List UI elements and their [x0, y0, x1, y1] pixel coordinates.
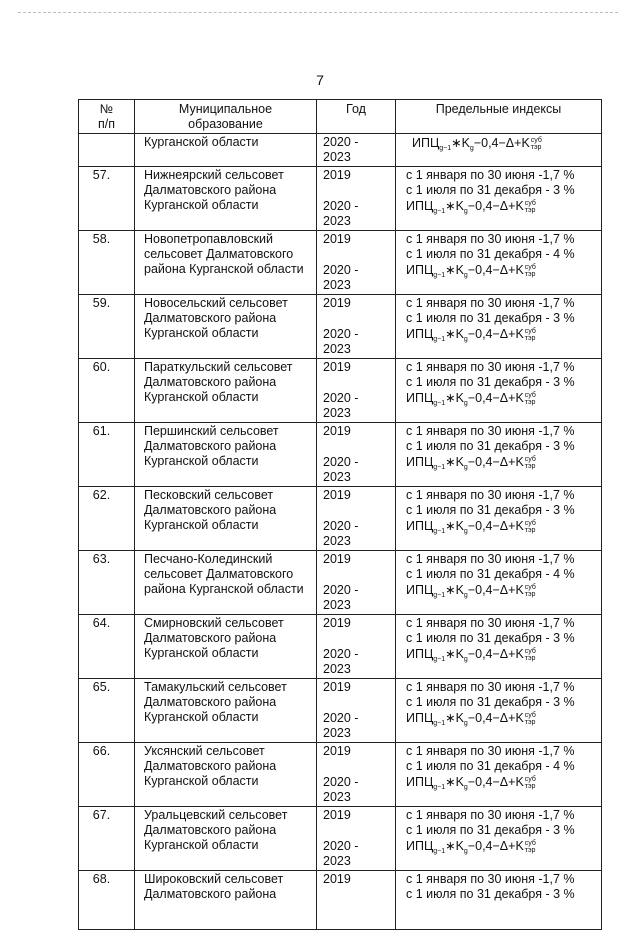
formula-k-indices [525, 328, 536, 342]
year-value: 2020 - 2023 [323, 519, 359, 548]
header-num: № п/п [79, 100, 135, 134]
municipality-line: Широковский сельсовет [144, 872, 284, 886]
index-formula [406, 647, 597, 667]
index-period: с 1 июля по 31 декабря - 3 % [406, 823, 575, 837]
index-period: с 1 июля по 31 декабря - 3 % [406, 183, 575, 197]
year-value: 2019 [323, 744, 351, 758]
municipality-line: Курганской области [144, 135, 259, 149]
formula-mult: ∗K [445, 199, 464, 213]
index-period: с 1 июля по 31 декабря - 4 % [406, 247, 575, 261]
formula-k-indices [531, 137, 542, 151]
index-period: с 1 июля по 31 декабря - 3 % [406, 375, 575, 389]
cell-municipality [135, 679, 317, 743]
year-value: 2019 [323, 872, 351, 886]
table-row [79, 807, 602, 871]
municipality-line: Курганской области [144, 646, 259, 660]
formula-base-sub: g−1 [433, 464, 446, 471]
formula-k-sup: суб [524, 840, 536, 847]
cell-municipality [135, 359, 317, 423]
municipality-line: Курганской области [144, 518, 259, 532]
table-row [79, 359, 602, 423]
cell-year [317, 134, 396, 167]
index-formula [406, 583, 597, 603]
index-period: с 1 июля по 31 декабря - 3 % [406, 439, 575, 453]
cell-num: 63. [79, 551, 135, 615]
cell-year [317, 231, 396, 295]
index-period: с 1 июля по 31 декабря - 3 % [406, 887, 575, 901]
year-value: 2019 [323, 360, 351, 374]
cell-num: 67. [79, 807, 135, 871]
index-formula [406, 839, 597, 859]
cell-municipality [135, 743, 317, 807]
formula-k-sub: тэр [524, 335, 536, 342]
formula-k-sub: тэр [524, 271, 536, 278]
cell-municipality [135, 231, 317, 295]
year-value: 2020 - 2023 [323, 455, 359, 484]
index-period: с 1 января по 30 июня -1,7 % [406, 872, 575, 886]
formula-k-indices [525, 712, 536, 726]
formula-k-sub: тэр [524, 783, 536, 790]
scan-top-edge [18, 12, 618, 13]
formula-k-sub: тэр [524, 399, 536, 406]
year-value: 2020 - 2023 [323, 199, 359, 228]
municipality-line: Новопетропавловский [144, 232, 274, 246]
formula-k-sup: суб [524, 200, 536, 207]
municipality-line: Тамакульский сельсовет [144, 680, 287, 694]
cell-year [317, 871, 396, 930]
formula-base-sub: g−1 [433, 272, 446, 279]
formula-tail: −0,4−Δ+K [467, 263, 524, 277]
price-index-table [78, 99, 602, 930]
formula-base: ИПЦ [406, 263, 434, 277]
index-period: с 1 июля по 31 декабря - 3 % [406, 311, 575, 325]
formula-mult: ∗K [445, 775, 464, 789]
cell-year [317, 359, 396, 423]
municipality-line: Курганской области [144, 710, 259, 724]
year-value: 2020 - 2023 [323, 711, 359, 740]
formula-base: ИПЦ [406, 775, 434, 789]
index-formula [406, 391, 597, 411]
cell-year [317, 487, 396, 551]
cell-num: 68. [79, 871, 135, 930]
municipality-line: Далматовского района [144, 695, 277, 709]
table-row [79, 615, 602, 679]
formula-mult: ∗K [445, 263, 464, 277]
cell-num: 59. [79, 295, 135, 359]
formula-base: ИПЦ [406, 327, 434, 341]
municipality-line: Песчано-Колединский [144, 552, 273, 566]
formula-k-indices [525, 456, 536, 470]
formula-mult: ∗K [445, 519, 464, 533]
municipality-line: Курганской области [144, 326, 259, 340]
cell-year [317, 615, 396, 679]
formula-k-indices [525, 392, 536, 406]
formula-tail: −0,4−Δ+K [467, 455, 524, 469]
table-row [79, 679, 602, 743]
index-period: с 1 июля по 31 декабря - 3 % [406, 503, 575, 517]
formula-base-sub: g−1 [433, 336, 446, 343]
formula-mult: ∗K [445, 583, 464, 597]
page-number: 7 [316, 72, 324, 88]
formula-mult: ∗K [445, 711, 464, 725]
index-formula [406, 711, 597, 731]
formula-k-sup: суб [530, 137, 542, 144]
index-period: с 1 января по 30 июня -1,7 % [406, 168, 575, 182]
cell-municipality [135, 487, 317, 551]
formula-mult: ∗K [445, 647, 464, 661]
cell-num: 58. [79, 231, 135, 295]
municipality-line: сельсовет Далматовского [144, 567, 294, 581]
municipality-line: Першинский сельсовет [144, 424, 279, 438]
year-value: 2020 - 2023 [323, 583, 359, 612]
cell-indices [396, 871, 602, 930]
municipality-line: Далматовского района [144, 375, 277, 389]
formula-k-sub: тэр [524, 527, 536, 534]
index-formula [406, 136, 597, 156]
year-value: 2019 [323, 616, 351, 630]
formula-k-indices [525, 520, 536, 534]
formula-k-sup: суб [524, 712, 536, 719]
table-row [79, 487, 602, 551]
cell-indices [396, 359, 602, 423]
cell-municipality [135, 295, 317, 359]
cell-municipality [135, 615, 317, 679]
index-formula [406, 263, 597, 283]
year-value: 2019 [323, 424, 351, 438]
year-value: 2019 [323, 488, 351, 502]
formula-base-sub: g−1 [439, 145, 452, 152]
year-value: 2019 [323, 232, 351, 246]
formula-tail: −0,4−Δ+K [467, 519, 524, 533]
formula-tail: −0,4−Δ+K [467, 583, 524, 597]
municipality-line: района Курганской области [144, 262, 304, 276]
cell-municipality [135, 167, 317, 231]
municipality-line: Далматовского района [144, 759, 277, 773]
index-period: с 1 января по 30 июня -1,7 % [406, 488, 575, 502]
formula-base: ИПЦ [406, 647, 434, 661]
index-period: с 1 января по 30 июня -1,7 % [406, 680, 575, 694]
municipality-line: Далматовского района [144, 183, 277, 197]
index-period: с 1 января по 30 июня -1,7 % [406, 808, 575, 822]
cell-num [79, 134, 135, 167]
formula-mult-sub: g [463, 528, 468, 535]
formula-mult-sub: g [463, 336, 468, 343]
header-year: Год [317, 100, 396, 134]
formula-k-indices [525, 776, 536, 790]
year-value: 2020 - 2023 [323, 775, 359, 804]
municipality-line: Курганской области [144, 774, 259, 788]
table-body [79, 134, 602, 930]
cell-municipality [135, 807, 317, 871]
formula-k-sup: суб [524, 328, 536, 335]
formula-tail: −0,4−Δ+K [473, 136, 530, 150]
year-value: 2019 [323, 808, 351, 822]
cell-num: 60. [79, 359, 135, 423]
formula-mult-sub: g [463, 208, 468, 215]
formula-k-sup: суб [524, 648, 536, 655]
formula-base-sub: g−1 [433, 656, 446, 663]
year-value: 2019 [323, 168, 351, 182]
municipality-line: сельсовет Далматовского [144, 247, 294, 261]
formula-base: ИПЦ [406, 583, 434, 597]
municipality-line: Параткульский сельсовет [144, 360, 293, 374]
year-value: 2020 - 2023 [323, 327, 359, 356]
formula-k-indices [525, 264, 536, 278]
formula-mult-sub: g [469, 145, 474, 152]
cell-indices [396, 231, 602, 295]
formula-mult-sub: g [463, 464, 468, 471]
formula-mult: ∗K [445, 455, 464, 469]
year-value: 2020 - 2023 [323, 647, 359, 676]
index-period: с 1 января по 30 июня -1,7 % [406, 232, 575, 246]
formula-k-sub: тэр [524, 719, 536, 726]
cell-year [317, 423, 396, 487]
table-row [79, 551, 602, 615]
formula-base-sub: g−1 [433, 528, 446, 535]
formula-tail: −0,4−Δ+K [467, 327, 524, 341]
index-period: с 1 января по 30 июня -1,7 % [406, 424, 575, 438]
cell-year [317, 295, 396, 359]
formula-k-sub: тэр [530, 144, 542, 151]
cell-municipality [135, 871, 317, 930]
index-formula [406, 775, 597, 795]
formula-k-sup: суб [524, 584, 536, 591]
municipality-line: Курганской области [144, 198, 259, 212]
formula-tail: −0,4−Δ+K [467, 199, 524, 213]
table-row [79, 295, 602, 359]
index-period: с 1 июля по 31 декабря - 4 % [406, 759, 575, 773]
formula-base-sub: g−1 [433, 208, 446, 215]
formula-tail: −0,4−Δ+K [467, 391, 524, 405]
cell-indices [396, 295, 602, 359]
cell-num: 65. [79, 679, 135, 743]
year-value: 2020 - 2023 [323, 391, 359, 420]
cell-num: 66. [79, 743, 135, 807]
table-row [79, 423, 602, 487]
index-period: с 1 июля по 31 декабря - 4 % [406, 567, 575, 581]
formula-k-sub: тэр [524, 463, 536, 470]
cell-indices [396, 551, 602, 615]
formula-k-sub: тэр [524, 591, 536, 598]
index-period: с 1 января по 30 июня -1,7 % [406, 296, 575, 310]
formula-k-sup: суб [524, 520, 536, 527]
index-formula [406, 519, 597, 539]
index-period: с 1 января по 30 июня -1,7 % [406, 616, 575, 630]
formula-k-indices [525, 584, 536, 598]
formula-base: ИПЦ [406, 455, 434, 469]
year-value: 2020 - 2023 [323, 263, 359, 292]
formula-mult-sub: g [463, 272, 468, 279]
formula-k-indices [525, 648, 536, 662]
formula-mult-sub: g [463, 400, 468, 407]
index-formula [406, 455, 597, 475]
index-period: с 1 января по 30 июня -1,7 % [406, 744, 575, 758]
table-row [79, 871, 602, 930]
formula-mult: ∗K [451, 136, 470, 150]
formula-base-sub: g−1 [433, 784, 446, 791]
index-formula [406, 327, 597, 347]
formula-tail: −0,4−Δ+K [467, 839, 524, 853]
cell-indices [396, 167, 602, 231]
municipality-line: Уксянский сельсовет [144, 744, 265, 758]
year-value: 2020 - 2023 [323, 839, 359, 868]
municipality-line: Далматовского района [144, 887, 277, 901]
formula-mult: ∗K [445, 391, 464, 405]
table-row [79, 134, 602, 167]
formula-mult-sub: g [463, 720, 468, 727]
municipality-line: Курганской области [144, 838, 259, 852]
formula-base-sub: g−1 [433, 848, 446, 855]
header-row [79, 100, 602, 134]
formula-mult-sub: g [463, 656, 468, 663]
cell-indices [396, 423, 602, 487]
index-period: с 1 января по 30 июня -1,7 % [406, 360, 575, 374]
formula-mult-sub: g [463, 848, 468, 855]
formula-base: ИПЦ [406, 711, 434, 725]
formula-tail: −0,4−Δ+K [467, 775, 524, 789]
cell-year [317, 551, 396, 615]
municipality-line: Далматовского района [144, 631, 277, 645]
formula-k-sup: суб [524, 392, 536, 399]
formula-k-indices [525, 200, 536, 214]
formula-base: ИПЦ [406, 199, 434, 213]
cell-indices [396, 807, 602, 871]
cell-indices [396, 134, 602, 167]
municipality-line: Далматовского района [144, 311, 277, 325]
cell-municipality [135, 134, 317, 167]
municipality-line: Песковский сельсовет [144, 488, 274, 502]
cell-num: 57. [79, 167, 135, 231]
municipality-line: Далматовского района [144, 503, 277, 517]
cell-indices [396, 679, 602, 743]
formula-base: ИПЦ [406, 839, 434, 853]
table-header [79, 100, 602, 134]
cell-year [317, 167, 396, 231]
cell-municipality [135, 423, 317, 487]
formula-mult-sub: g [463, 784, 468, 791]
cell-year [317, 743, 396, 807]
table-row [79, 167, 602, 231]
table-row [79, 743, 602, 807]
formula-mult: ∗K [445, 327, 464, 341]
cell-year [317, 679, 396, 743]
formula-base: ИПЦ [406, 519, 434, 533]
cell-num: 62. [79, 487, 135, 551]
cell-indices [396, 743, 602, 807]
cell-indices [396, 487, 602, 551]
municipality-line: Далматовского района [144, 439, 277, 453]
cell-municipality [135, 551, 317, 615]
municipality-line: Новосельский сельсовет [144, 296, 288, 310]
formula-k-sub: тэр [524, 847, 536, 854]
cell-num: 64. [79, 615, 135, 679]
municipality-line: района Курганской области [144, 582, 304, 596]
formula-k-sup: суб [524, 456, 536, 463]
formula-k-indices [525, 840, 536, 854]
municipality-line: Курганской области [144, 390, 259, 404]
municipality-line: Далматовского района [144, 823, 277, 837]
municipality-line: Смирновский сельсовет [144, 616, 284, 630]
year-value: 2020 - 2023 [323, 135, 359, 164]
year-value: 2019 [323, 296, 351, 310]
year-value: 2019 [323, 680, 351, 694]
cell-indices [396, 615, 602, 679]
cell-num: 61. [79, 423, 135, 487]
formula-k-sup: суб [524, 776, 536, 783]
index-period: с 1 января по 30 июня -1,7 % [406, 552, 575, 566]
formula-base: ИПЦ [406, 391, 434, 405]
formula-tail: −0,4−Δ+K [467, 647, 524, 661]
year-value: 2019 [323, 552, 351, 566]
formula-k-sup: суб [524, 264, 536, 271]
formula-tail: −0,4−Δ+K [467, 711, 524, 725]
municipality-line: Нижнеярский сельсовет [144, 168, 284, 182]
table-row [79, 231, 602, 295]
formula-base: ИПЦ [412, 136, 440, 150]
header-municipality: Муниципальное образование [135, 100, 317, 134]
index-formula [406, 199, 597, 219]
formula-mult: ∗K [445, 839, 464, 853]
index-period: с 1 июля по 31 декабря - 3 % [406, 695, 575, 709]
cell-year [317, 807, 396, 871]
municipality-line: Уральцевский сельсовет [144, 808, 288, 822]
formula-k-sub: тэр [524, 207, 536, 214]
formula-base-sub: g−1 [433, 592, 446, 599]
formula-base-sub: g−1 [433, 400, 446, 407]
formula-mult-sub: g [463, 592, 468, 599]
formula-k-sub: тэр [524, 655, 536, 662]
header-indices: Предельные индексы [396, 100, 602, 134]
formula-base-sub: g−1 [433, 720, 446, 727]
municipality-line: Курганской области [144, 454, 259, 468]
index-period: с 1 июля по 31 декабря - 3 % [406, 631, 575, 645]
